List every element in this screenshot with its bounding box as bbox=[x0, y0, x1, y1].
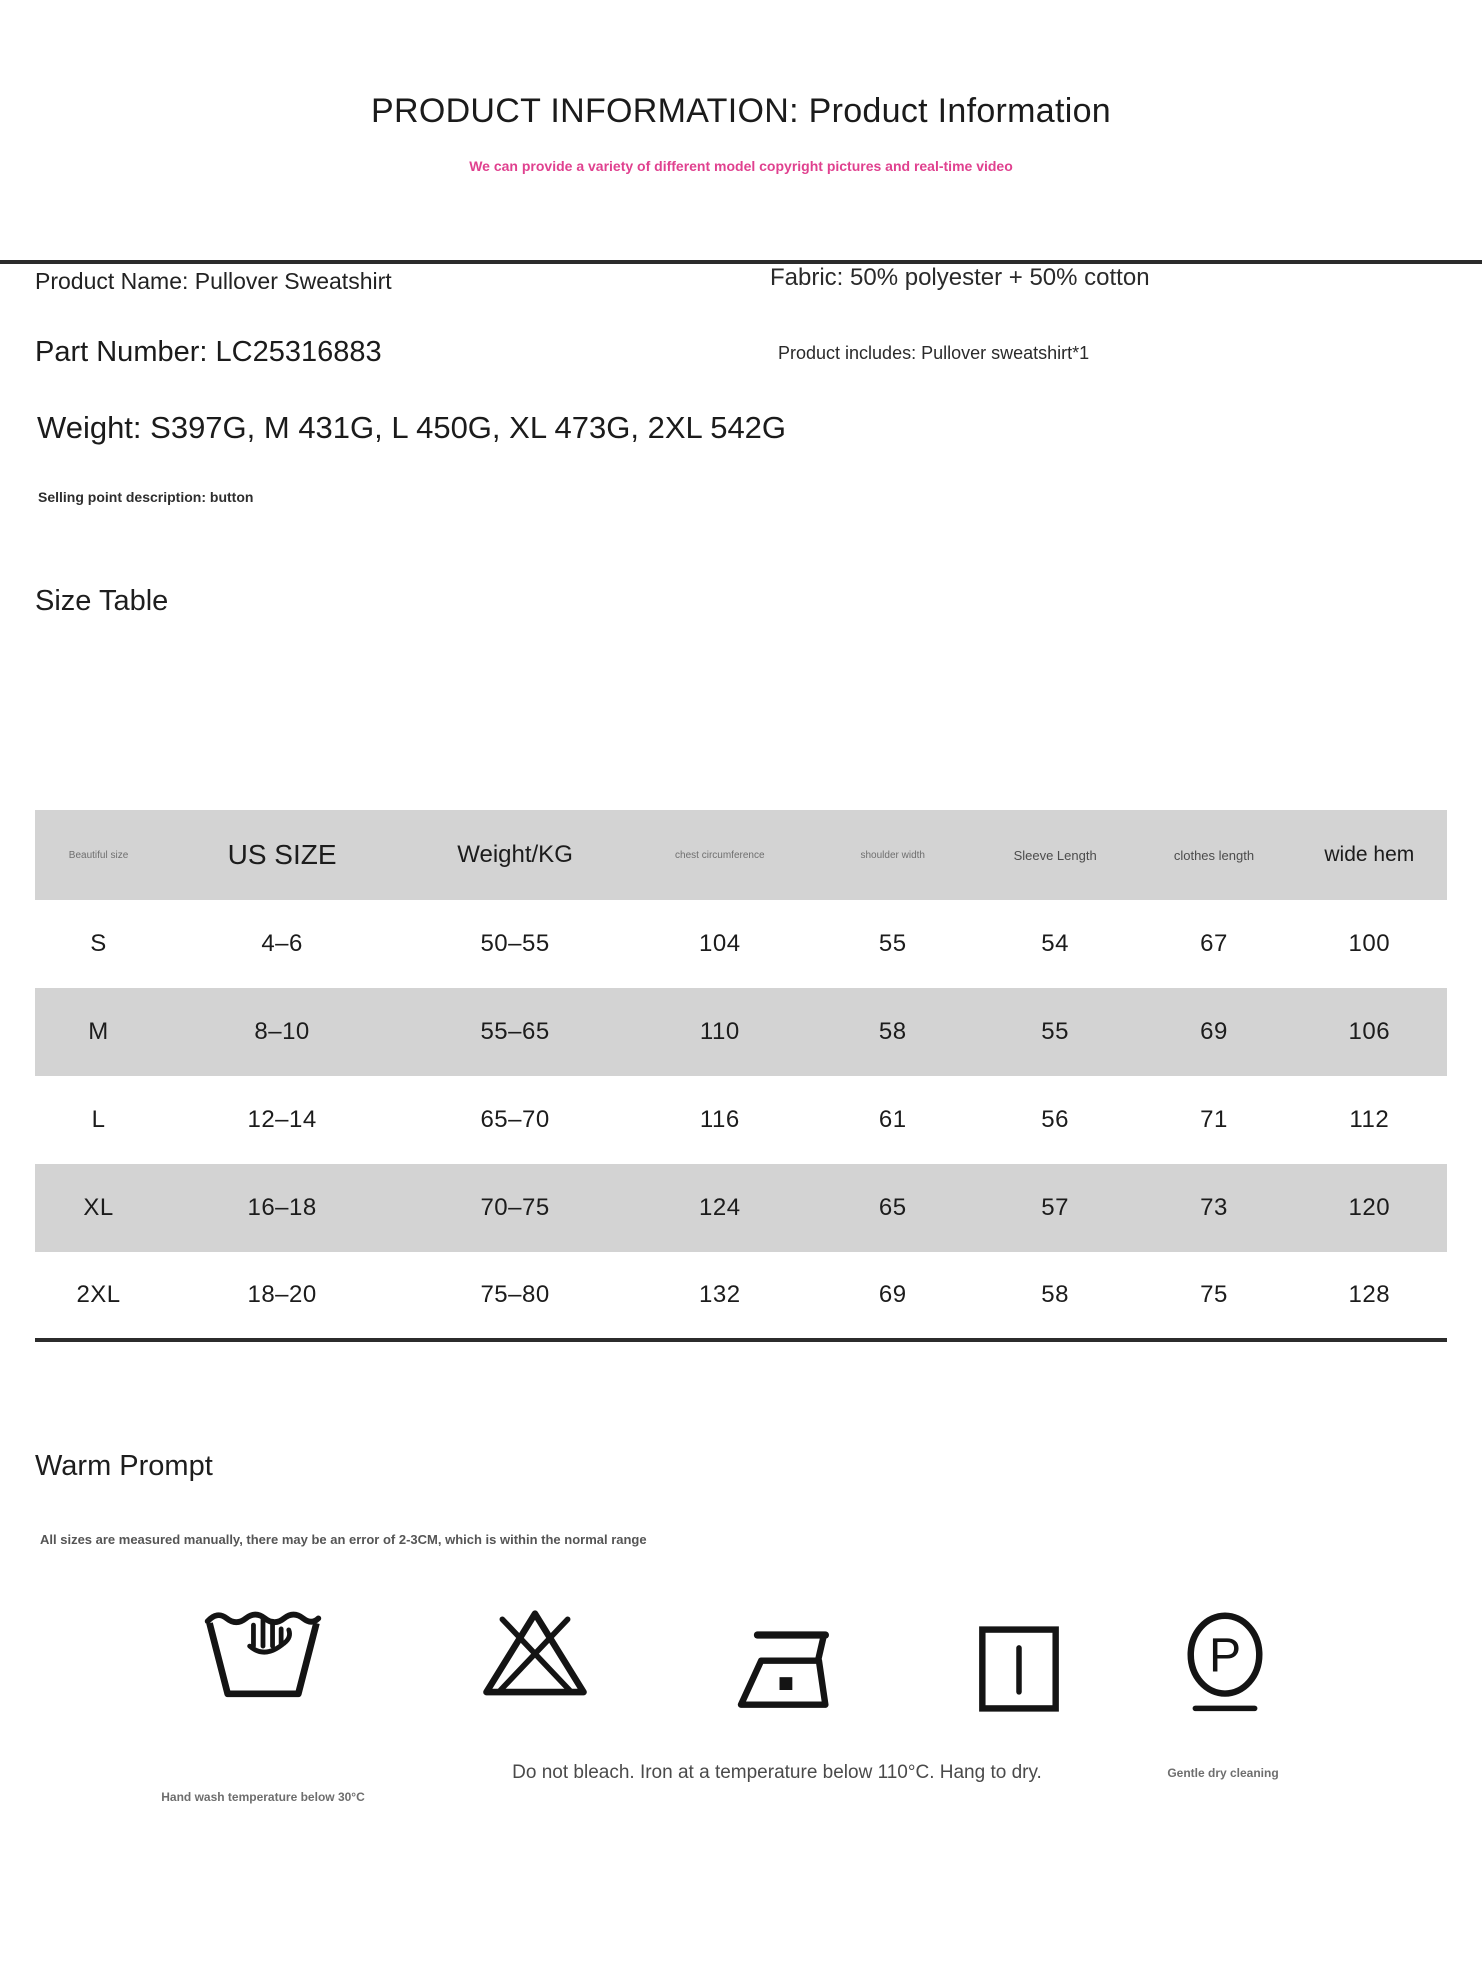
cell-shoulder: 55 bbox=[878, 930, 907, 957]
table-row-2xl bbox=[35, 1252, 1447, 1340]
col-header-us-size: US SIZE bbox=[227, 839, 337, 870]
table-row-s bbox=[35, 900, 1447, 988]
col-header-sleeve-length: Sleeve Length bbox=[1013, 847, 1097, 863]
col-header-clothes-length: clothes length bbox=[1173, 847, 1255, 863]
cell-size: XL bbox=[83, 1194, 114, 1221]
dry-clean-letter: P bbox=[1208, 1628, 1242, 1683]
cell-shoulder: 61 bbox=[878, 1106, 907, 1133]
size-table-header-row bbox=[35, 810, 1447, 900]
table-row-m bbox=[35, 988, 1447, 1076]
cell-chest: 132 bbox=[699, 1281, 741, 1308]
cell-hem: 100 bbox=[1348, 930, 1391, 957]
drip-dry-icon bbox=[975, 1622, 1063, 1716]
cell-kg: 65–70 bbox=[480, 1106, 550, 1133]
selling-point-text: Selling point description: button bbox=[38, 489, 254, 505]
cell-us: 18–20 bbox=[247, 1281, 317, 1308]
product-includes-text: Product includes: Pullover sweatshirt*1 bbox=[778, 343, 1090, 363]
cell-us: 4–6 bbox=[261, 930, 303, 957]
cell-size: 2XL bbox=[76, 1281, 121, 1308]
part-number-text: Part Number: LC25316883 bbox=[35, 336, 382, 368]
cell-hem: 112 bbox=[1349, 1106, 1390, 1133]
product-name-text: Product Name: Pullover Sweatshirt bbox=[35, 268, 392, 294]
col-header-beautiful-size: Beautiful size bbox=[68, 849, 129, 861]
cell-length: 75 bbox=[1200, 1281, 1228, 1308]
cell-sleeve: 54 bbox=[1041, 930, 1069, 957]
cell-sleeve: 57 bbox=[1041, 1194, 1069, 1221]
caption-bleach-iron-dry: Do not bleach. Iron at a temperature below 110°C. Hang to dry. bbox=[512, 1762, 1042, 1783]
warm-prompt-heading: Warm Prompt bbox=[35, 1450, 213, 1482]
cell-length: 73 bbox=[1200, 1194, 1228, 1221]
weight-text: Weight: S397G, M 431G, L 450G, XL 473G, 2XL 542G bbox=[37, 410, 787, 445]
cell-size: L bbox=[91, 1106, 106, 1133]
size-table-heading: Size Table bbox=[35, 585, 169, 617]
cell-length: 71 bbox=[1200, 1106, 1228, 1133]
warm-prompt-note: All sizes are measured manually, there may be an error of 2-3CM, which is within the normal range bbox=[40, 1532, 647, 1547]
cell-us: 16–18 bbox=[247, 1194, 317, 1221]
cell-shoulder: 65 bbox=[878, 1194, 907, 1221]
table-row-xl bbox=[35, 1164, 1447, 1252]
cell-kg: 55–65 bbox=[480, 1018, 550, 1045]
col-header-shoulder-width: shoulder width bbox=[860, 849, 925, 861]
cell-sleeve: 56 bbox=[1041, 1106, 1069, 1133]
cell-kg: 70–75 bbox=[480, 1194, 550, 1221]
caption-dry-cleaning: Gentle dry cleaning bbox=[1167, 1766, 1279, 1780]
cell-kg: 50–55 bbox=[480, 930, 550, 957]
do-not-bleach-icon bbox=[479, 1600, 591, 1702]
page-subtitle: We can provide a variety of different model copyright pictures and real-time video bbox=[469, 158, 1013, 174]
table-row-l bbox=[35, 1076, 1447, 1164]
size-table bbox=[35, 810, 1447, 1342]
cell-length: 69 bbox=[1200, 1018, 1228, 1045]
page-title: PRODUCT INFORMATION: Product Information bbox=[371, 92, 1111, 130]
caption-hand-wash: Hand wash temperature below 30°C bbox=[161, 1790, 365, 1804]
divider-line bbox=[0, 260, 1482, 264]
cell-shoulder: 58 bbox=[878, 1018, 907, 1045]
col-header-weight-kg: Weight/KG bbox=[457, 841, 573, 868]
cell-length: 67 bbox=[1200, 930, 1228, 957]
fabric-text: Fabric: 50% polyester + 50% cotton bbox=[770, 264, 1150, 291]
cell-hem: 120 bbox=[1348, 1194, 1391, 1221]
cell-sleeve: 55 bbox=[1041, 1018, 1069, 1045]
cell-size: M bbox=[88, 1018, 109, 1045]
cell-hem: 128 bbox=[1348, 1281, 1391, 1308]
cell-chest: 116 bbox=[699, 1106, 740, 1133]
hand-wash-icon bbox=[200, 1588, 326, 1708]
cell-shoulder: 69 bbox=[878, 1281, 907, 1308]
cell-us: 8–10 bbox=[254, 1018, 310, 1045]
col-header-wide-hem: wide hem bbox=[1324, 843, 1415, 866]
cell-size: S bbox=[90, 930, 107, 957]
cell-chest: 104 bbox=[699, 930, 741, 957]
cell-hem: 106 bbox=[1348, 1018, 1391, 1045]
iron-icon bbox=[730, 1620, 840, 1716]
cell-chest: 110 bbox=[699, 1018, 740, 1045]
cell-sleeve: 58 bbox=[1041, 1281, 1069, 1308]
cell-us: 12–14 bbox=[247, 1106, 317, 1133]
col-header-chest-circumference: chest circumference bbox=[675, 849, 765, 861]
cell-chest: 124 bbox=[699, 1194, 741, 1221]
cell-kg: 75–80 bbox=[480, 1281, 550, 1308]
gentle-dry-cleaning-icon bbox=[1175, 1610, 1275, 1716]
